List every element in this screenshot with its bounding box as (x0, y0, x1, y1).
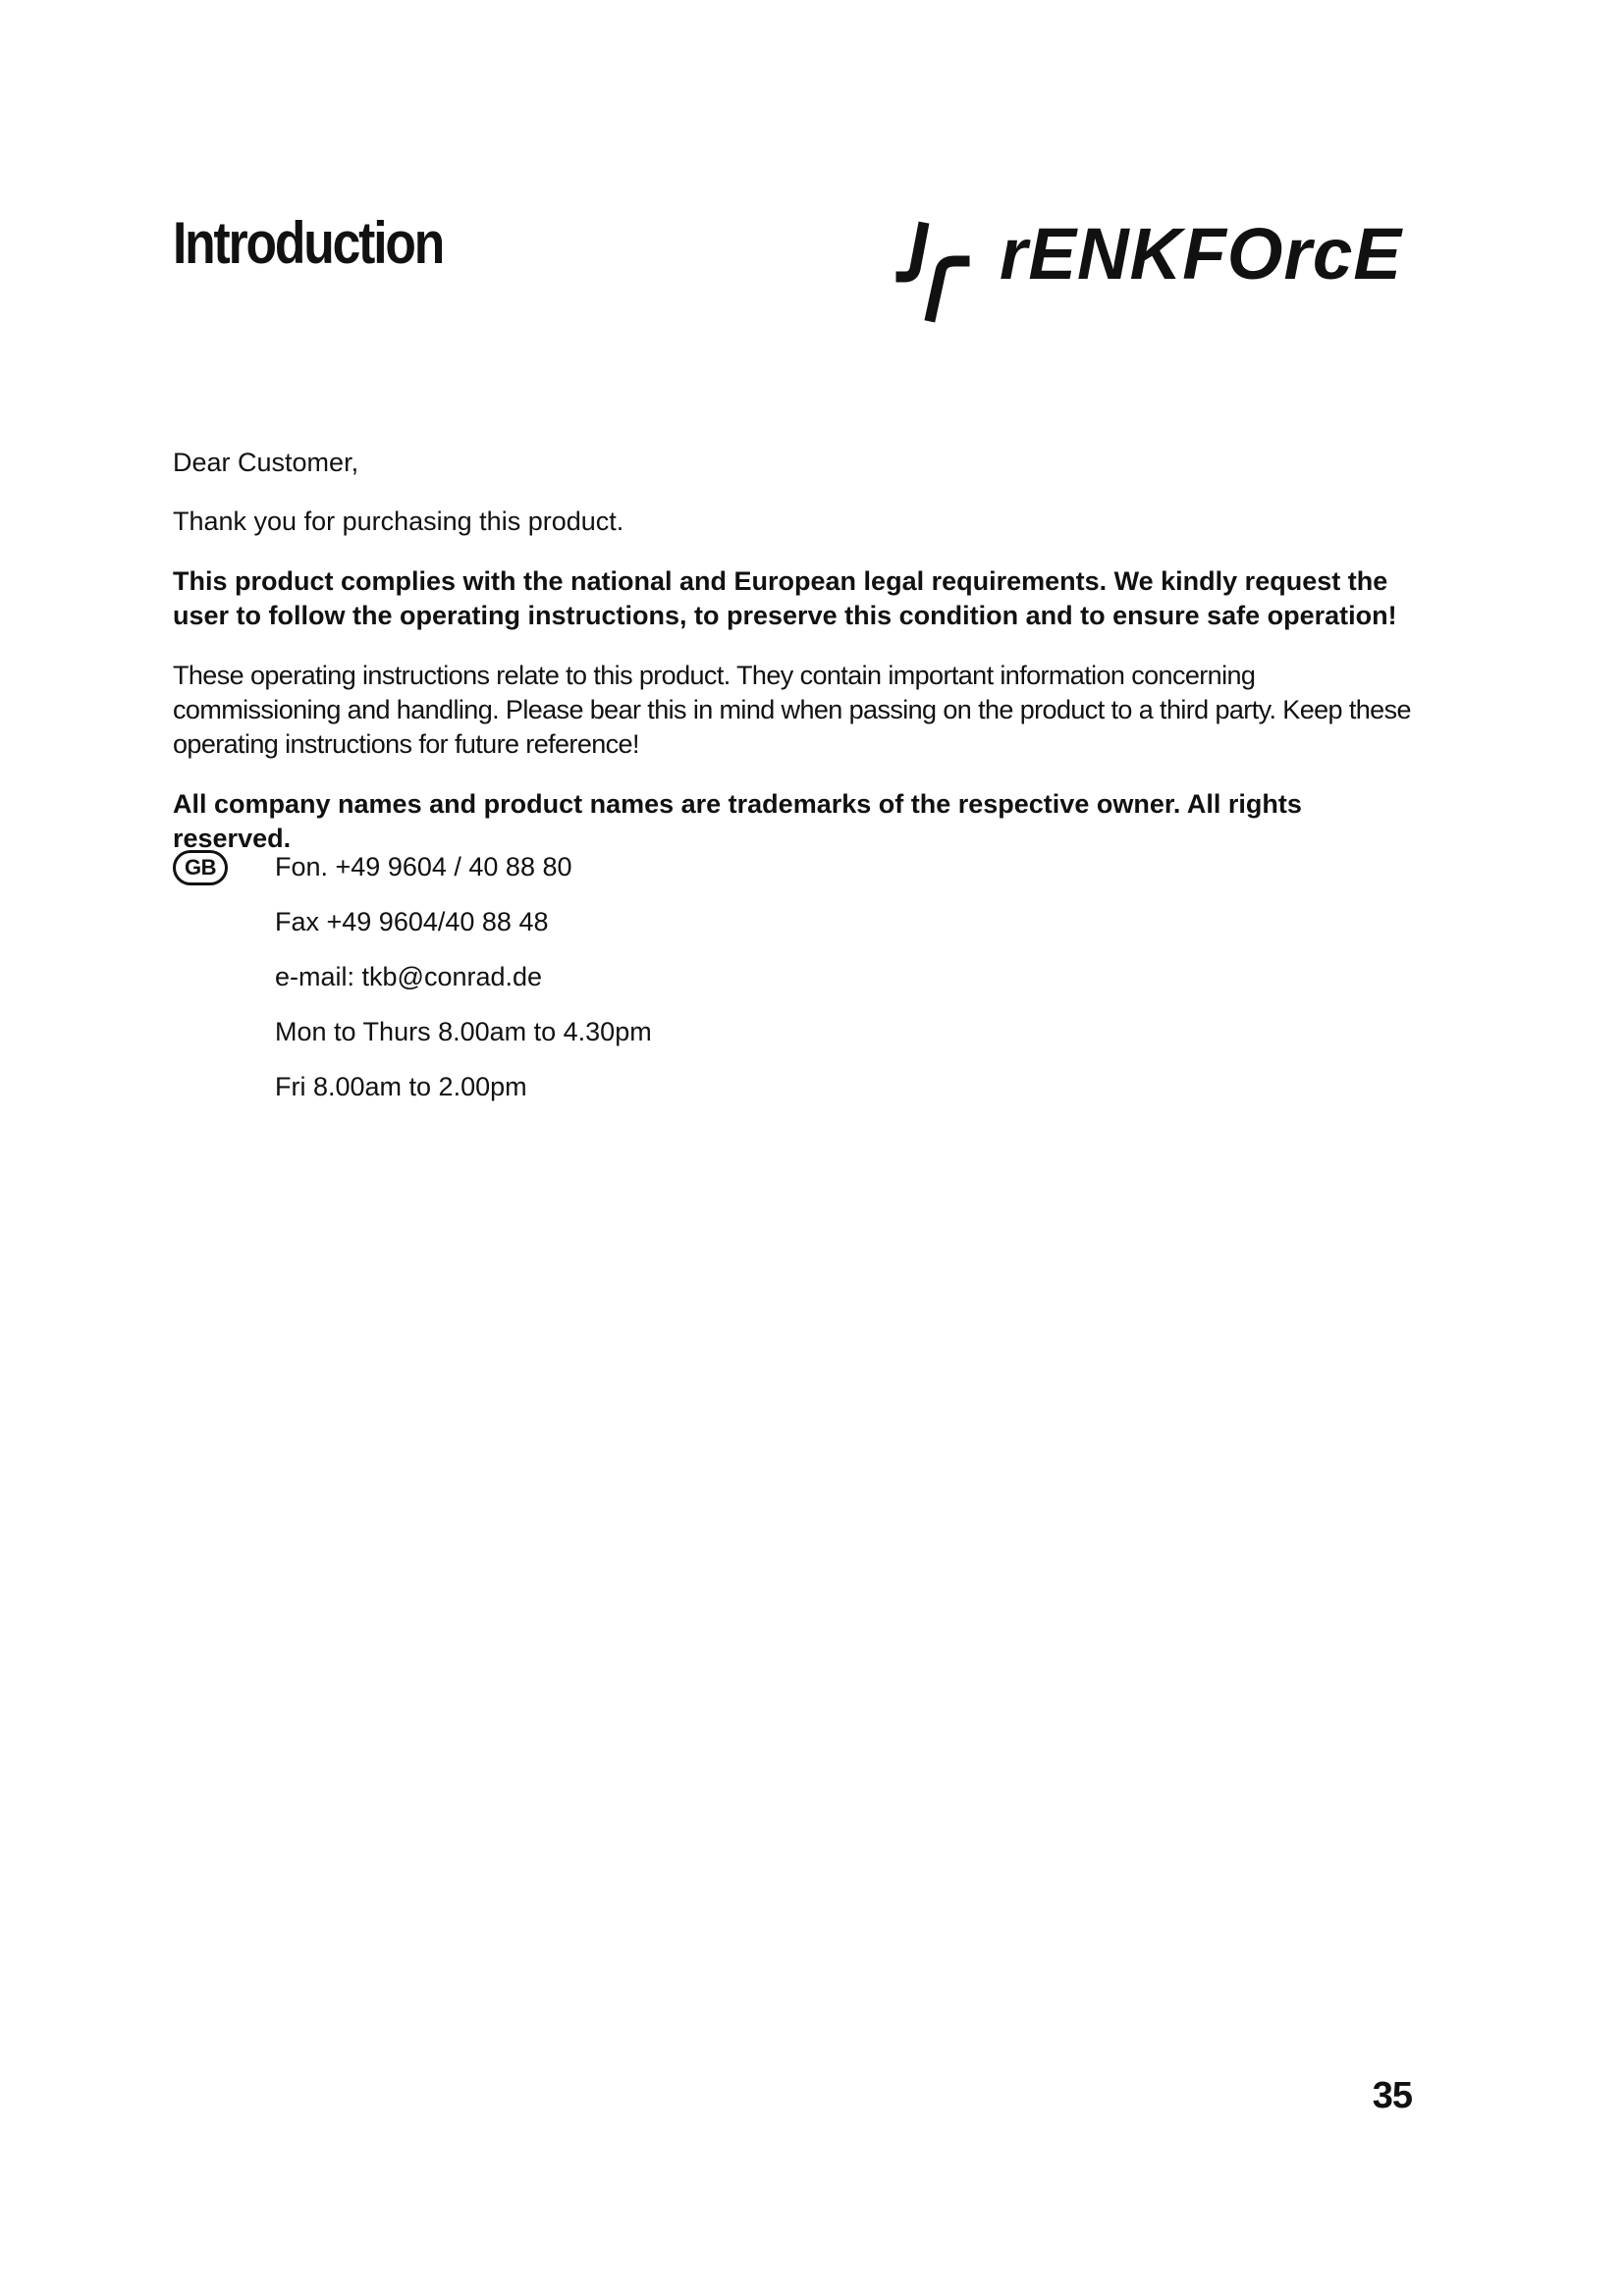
trademark-notice: All company names and product names are trademarks of the respective owner. All rights reserved. (173, 789, 1302, 853)
instructions-info: These operating instructions relate to this product. They contain important information concerning commissioning and handling. Please bear this in mind when passing on the product to a third party. Keep these operating instructions for future reference! (173, 661, 1411, 759)
friday-hours: Fri 8.00am to 2.00pm (275, 1072, 527, 1101)
compliance-notice: This product complies with the national and European legal requirements. We kindly request the user to follow the operating instructions, to preserve this condition and to ensure safe operation! (173, 566, 1397, 630)
gb-country-badge: GB (173, 850, 228, 885)
svg-text:rENKFOrcE: rENKFOrcE (1000, 213, 1404, 294)
contact-lines (275, 850, 652, 1125)
phone-number: Fon. +49 9604 / 40 88 80 (275, 852, 572, 881)
greeting-text: Dear Customer, (173, 448, 359, 477)
introduction-body (173, 446, 1412, 856)
fax-number: Fax +49 9604/40 88 48 (275, 907, 549, 936)
page-title: Introduction (173, 210, 444, 276)
thanks-text: Thank you for purchasing this product. (173, 507, 624, 536)
brand-logo (901, 213, 1412, 320)
email-address: e-mail: tkb@conrad.de (275, 962, 543, 991)
weekday-hours: Mon to Thurs 8.00am to 4.30pm (275, 1017, 652, 1046)
page-number: 35 (1372, 2075, 1412, 2116)
